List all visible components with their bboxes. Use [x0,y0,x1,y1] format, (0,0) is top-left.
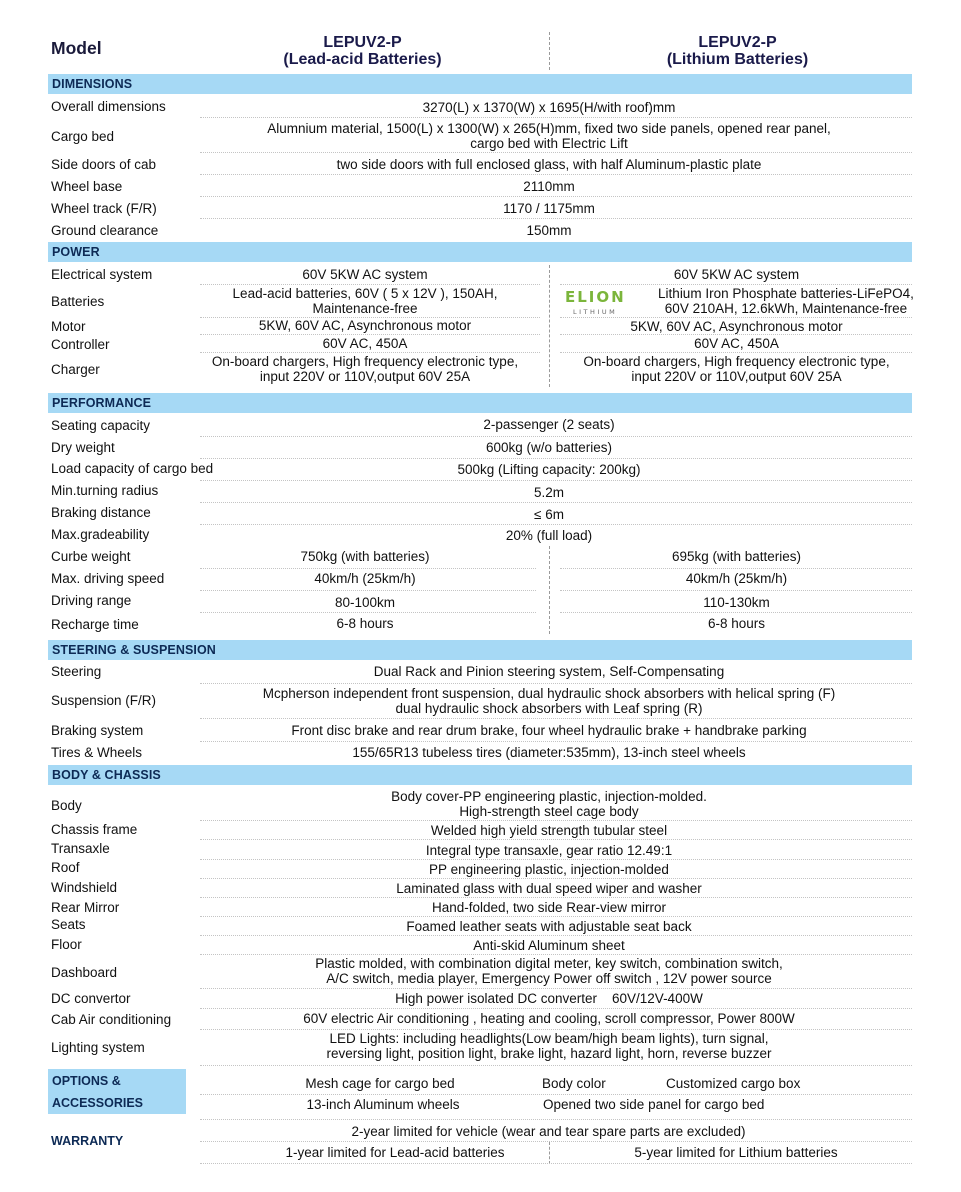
spec-value: 1170 / 1175mm [503,201,595,216]
spec-value: PP engineering plastic, injection-molded [429,862,669,877]
spec-value-line: input 220V or 110V,output 60V 25A [259,369,471,384]
spec-label: Controller [51,337,110,352]
spec-value: 150mm [526,223,572,238]
row-divider [200,458,912,459]
spec-value: 2-passenger (2 seats) [483,417,615,432]
spec-value-lithium: 60V 5KW AC system [673,267,800,282]
option-aluminum-wheels: 13-inch Aluminum wheels [306,1097,460,1112]
spec-value-line: LED Lights: including headlights(Low beam/high beam lights), turn signal, [329,1031,769,1046]
spec-value-line: Body cover-PP engineering plastic, injection-molded. [391,789,707,804]
row-divider [200,502,912,503]
section-warranty-label: WARRANTY [51,1134,124,1148]
spec-value: 5.2m [533,485,564,500]
lithium-model-sub: (Lithium Batteries) [666,51,809,68]
warranty-vehicle: 2-year limited for vehicle (wear and tear spare parts are excluded) [351,1124,746,1139]
spec-value-line: dual hydraulic shock absorbers with Leaf spring (R) [395,701,703,716]
section-performance [48,393,912,413]
elion-logo-subtitle: LITHIUM [573,308,618,316]
spec-label: Lighting system [51,1040,145,1055]
spec-value-lead-acid: 6-8 hours [336,616,394,631]
row-divider [200,352,540,353]
spec-value-lithium: 6-8 hours [707,616,766,631]
spec-label: Wheel base [51,179,123,194]
spec-value-line: On-board chargers, High frequency electronic type, [211,354,519,369]
spec-value-line: Maintenance-free [312,301,418,316]
spec-value-line: 60V 210AH, 12.6kWh, Maintenance-free [664,301,908,316]
spec-label: Max. driving speed [51,571,165,586]
section-body-chassis-label: BODY & CHASSIS [52,768,161,782]
spec-value: High power isolated DC converter 60V/12V-400W [395,991,703,1006]
spec-value-lead-acid: 60V 5KW AC system [302,267,428,282]
spec-value [178,789,920,819]
spec-label: Dashboard [51,965,118,980]
spec-label: Driving range [51,593,132,608]
spec-label: Floor [51,937,82,952]
row-divider [560,568,912,569]
elion-logo-wordmark: ELION [565,288,626,306]
spec-value-line: On-board chargers, High frequency electronic type, [583,354,890,369]
spec-value-lithium: 695kg (with batteries) [671,549,802,564]
spec-label: Load capacity of cargo bed [51,461,214,476]
row-divider [200,1029,912,1030]
spec-value-line: Lead-acid batteries, 60V ( 5 x 12V ), 150AH, [232,286,498,301]
spec-value: Dual Rack and Pinion steering system, Self-Compensating [373,664,725,679]
spec-value [178,121,920,151]
spec-label: Rear Mirror [51,900,120,915]
option-body-color: Body color [542,1076,606,1091]
spec-value-lead-acid: 5KW, 60V AC, Asynchronous motor [258,318,472,333]
spec-value-line: reversing light, position light, brake light, hazard light, horn, reverse buzzer [326,1046,772,1061]
spec-value-line: Plastic molded, with combination digital meter, key switch, combination switch, [315,956,783,971]
row-divider [200,954,912,955]
section-steering-suspension [48,640,912,660]
row-divider [200,718,912,719]
row-divider [200,436,912,437]
row-divider [200,1008,912,1009]
spec-label: Braking system [51,723,144,738]
spec-label: Dry weight [51,440,115,455]
spec-value-lithium: 60V AC, 450A [694,336,779,351]
spec-label: Suspension (F/R) [51,693,157,708]
row-divider [200,152,912,153]
section-body-chassis [48,765,912,785]
lead-acid-model-heading [240,34,485,68]
spec-value-lead-acid: 40km/h (25km/h) [314,571,416,586]
row-divider [200,568,536,569]
spec-value: 155/65R13 tubeless tires (diameter:535mm), 13-inch steel wheels [352,745,746,760]
option-side-panel: Opened two side panel for cargo bed [543,1097,765,1112]
elion-lithium-logo [565,286,635,316]
row-divider [200,897,912,898]
spec-value-line: A/C switch, media player, Emergency Power off switch , 12V power source [326,971,772,986]
section-dimensions-label: DIMENSIONS [52,77,133,91]
lead-acid-model-sub: (Lead-acid Batteries) [283,51,442,68]
row-divider [200,1163,912,1164]
row-divider [200,174,912,175]
row-divider [200,590,536,591]
spec-label: Wheel track (F/R) [51,201,157,216]
spec-label: Roof [51,860,80,875]
spec-label: Chassis frame [51,822,138,837]
spec-value-lithium: 5KW, 60V AC, Asynchronous motor [630,319,843,334]
row-divider [200,859,912,860]
spec-value: Welded high yield strength tubular steel [430,823,668,838]
spec-label: Max.gradeability [51,527,150,542]
spec-label: Braking distance [51,505,151,520]
spec-value: Integral type transaxle, gear ratio 12.49:1 [425,843,673,858]
spec-label: Seats [51,917,86,932]
row-divider [560,590,912,591]
row-divider [200,334,540,335]
spec-label: Cargo bed [51,129,115,144]
spec-value: Anti-skid Aluminum sheet [473,938,625,953]
spec-value-line: input 220V or 110V,output 60V 25A [631,369,842,384]
warranty-column-divider [549,1142,550,1164]
spec-value-line: Lithium Iron Phosphate batteries-LiFePO4, [658,286,914,301]
spec-value-lithium [558,354,915,384]
row-divider [200,916,912,917]
row-divider [560,352,912,353]
spec-label: Charger [51,362,100,377]
lithium-model-name: LEPUV2-P [698,34,777,51]
row-divider [200,1094,912,1095]
row-divider [200,117,912,118]
spec-label: Recharge time [51,617,139,632]
row-divider [200,218,912,219]
row-divider [560,317,912,318]
row-divider [200,196,912,197]
warranty-lead-acid: 1-year limited for Lead-acid batteries [285,1145,505,1160]
spec-value-lithium [638,286,934,316]
section-options-label-line1: OPTIONS & [52,1074,121,1088]
spec-value: Laminated glass with dual speed wiper and washer [396,881,702,896]
spec-value [178,956,920,986]
model-heading: Model [51,38,102,58]
section-power-label: POWER [52,245,100,259]
option-customized-cargo-box: Customized cargo box [666,1076,801,1091]
row-divider [200,741,912,742]
lithium-model-heading [615,34,860,68]
spec-label: Curbe weight [51,549,131,564]
row-divider [200,612,536,613]
spec-label: Overall dimensions [51,99,166,114]
spec-value: 600kg (w/o batteries) [485,440,613,455]
spec-value-line: Mcpherson independent front suspension, dual hydraulic shock absorbers with helical spring (F) [262,686,836,701]
spec-value-lead-acid: 750kg (with batteries) [300,549,430,564]
spec-label: Side doors of cab [51,157,157,172]
row-divider [200,988,912,989]
section-options-accessories [48,1069,186,1114]
spec-label: Seating capacity [51,418,151,433]
option-mesh-cage: Mesh cage for cargo bed [305,1076,455,1091]
spec-value-lead-acid: 80-100km [334,595,396,610]
spec-value: two side doors with full enclosed glass, with half Aluminum-plastic plate [336,157,762,172]
row-divider [560,334,912,335]
row-divider [560,284,912,285]
row-divider [200,524,912,525]
spec-value-lead-acid: 60V AC, 450A [322,336,408,351]
row-divider [200,683,912,684]
spec-value-line: Alumnium material, 1500(L) x 1300(W) x 265(H)mm, fixed two side panels, opened rear panel, [267,121,831,136]
spec-label: Motor [51,319,86,334]
spec-label: Body [51,798,82,813]
spec-value: Hand-folded, two side Rear-view mirror [431,900,667,915]
spec-label: Min.turning radius [51,483,159,498]
header-divider [549,32,550,70]
row-divider [200,839,912,840]
warranty-lithium: 5-year limited for Lithium batteries [634,1145,838,1160]
row-divider [200,1119,912,1120]
section-steering-suspension-label: STEERING & SUSPENSION [52,643,216,657]
spec-label: Electrical system [51,267,153,282]
spec-value-lithium: 110-130km [703,595,770,610]
spec-value-lithium: 40km/h (25km/h) [685,571,788,586]
spec-label: Tires & Wheels [51,745,143,760]
spec-value [178,1031,920,1061]
spec-value-lead-acid [178,286,552,316]
spec-value [178,686,920,716]
lead-acid-model-name: LEPUV2-P [323,34,402,51]
spec-value: 20% (full load) [505,528,593,543]
spec-value: Front disc brake and rear drum brake, four wheel hydraulic brake + handbrake parking [291,723,807,738]
spec-value-line: cargo bed with Electric Lift [470,136,628,151]
spec-value-lead-acid [178,354,552,384]
row-divider [200,1141,912,1142]
spec-value: 60V electric Air conditioning , heating and cooling, scroll compressor, Power 800W [303,1011,795,1026]
spec-label: Ground clearance [51,223,159,238]
spec-label: Batteries [51,294,105,309]
spec-label: Transaxle [51,841,110,856]
row-divider [560,612,912,613]
row-divider [200,935,912,936]
spec-label: Cab Air conditioning [51,1012,172,1027]
section-dimensions [48,74,912,94]
row-divider [200,878,912,879]
spec-value: Foamed leather seats with adjustable seat back [406,919,692,934]
section-performance-label: PERFORMANCE [52,396,152,410]
row-divider [200,284,540,285]
spec-value-line: High-strength steel cage body [459,804,639,819]
spec-value: ≤ 6m [534,507,564,522]
spec-value: 3270(L) x 1370(W) x 1695(H/with roof)mm [422,100,676,115]
row-divider [200,480,912,481]
section-options-label-line2: ACCESSORIES [52,1096,143,1110]
spec-label: Steering [51,664,102,679]
section-power [48,242,912,262]
spec-label: Windshield [51,880,118,895]
row-divider [200,1065,912,1066]
spec-label: DC convertor [51,991,131,1006]
row-divider [200,820,912,821]
spec-value: 2110mm [523,179,575,194]
spec-value: 500kg (Lifting capacity: 200kg) [457,462,641,477]
